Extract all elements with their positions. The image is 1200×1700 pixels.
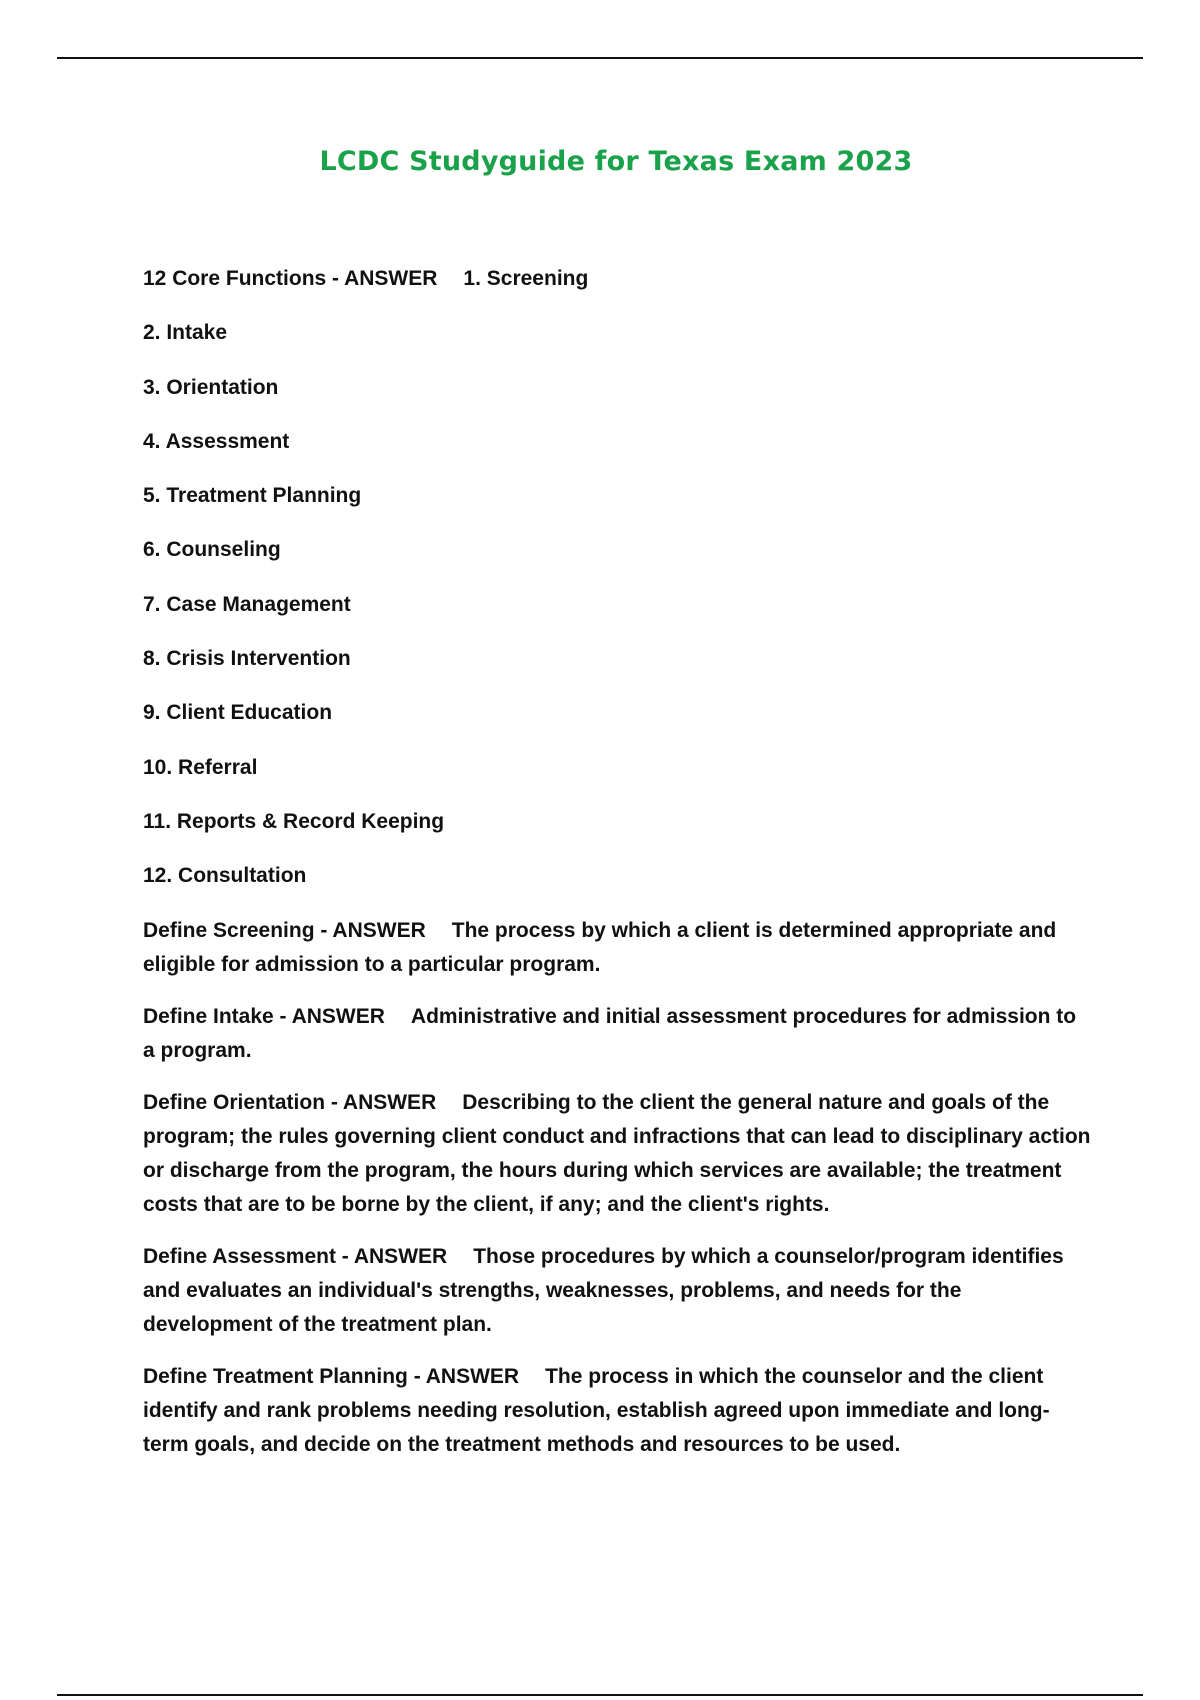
bottom-rule [57, 1694, 1143, 1696]
document-body [143, 262, 1093, 1480]
core-function-item: 9. Client Education [143, 701, 333, 725]
document-title: LCDC Studyguide for Texas Exam 2023 [319, 146, 913, 177]
definition-answer: Administrative and initial assessment procedures for admission to a program. [143, 1004, 1077, 1062]
core-function-item: 12. Consultation [143, 864, 307, 888]
definition-answer: The process in which the counselor and the client identify and rank problems needing resolution, establish agreed upon immediate and long-term goals, and decide on the treatment methods and resources to be used. [143, 1364, 1050, 1456]
definition-question: Define Intake - ANSWER [143, 1004, 385, 1028]
definition-question: Define Orientation - ANSWER [143, 1090, 437, 1114]
core-function-item: 3. Orientation [143, 375, 279, 399]
core-function-item: 11. Reports & Record Keeping [143, 809, 445, 833]
definition-answer: Those procedures by which a counselor/program identifies and evaluates an individual's strengths, weaknesses, problems, and needs for the development of the treatment plan. [143, 1244, 1064, 1336]
core-function-item: 10. Referral [143, 755, 258, 779]
definition-screening [143, 914, 1093, 982]
definition-answer: The process by which a client is determined appropriate and eligible for admission to a particular program. [143, 918, 1057, 976]
definition-assessment [143, 1240, 1093, 1342]
core-functions-question: 12 Core Functions - ANSWER [143, 267, 438, 290]
definition-intake [143, 1000, 1093, 1068]
core-function-item: 8. Crisis Intervention [143, 647, 351, 671]
definition-question: Define Screening - ANSWER [143, 918, 426, 942]
core-function-item: 6. Counseling [143, 538, 281, 562]
definition-orientation [143, 1086, 1093, 1222]
core-function-item: 7. Case Management [143, 592, 351, 616]
core-function-item: 4. Assessment [143, 429, 290, 453]
definition-answer: Describing to the client the general nature and goals of the program; the rules governing client conduct and infractions that can lead to disciplinary action or discharge from the program, the hours during which services are available; the treatment costs that are to be borne by the client, if any; and the client's rights. [143, 1090, 1091, 1216]
top-rule [57, 57, 1143, 59]
core-functions-question-line [143, 262, 1093, 296]
definition-question: Define Assessment - ANSWER [143, 1244, 448, 1268]
core-function-item: 2. Intake [143, 321, 228, 345]
core-function-item: 5. Treatment Planning [143, 484, 362, 508]
core-function-item: 1. Screening [463, 267, 589, 290]
definition-question: Define Treatment Planning - ANSWER [143, 1364, 520, 1388]
definition-treatment-planning [143, 1360, 1093, 1462]
